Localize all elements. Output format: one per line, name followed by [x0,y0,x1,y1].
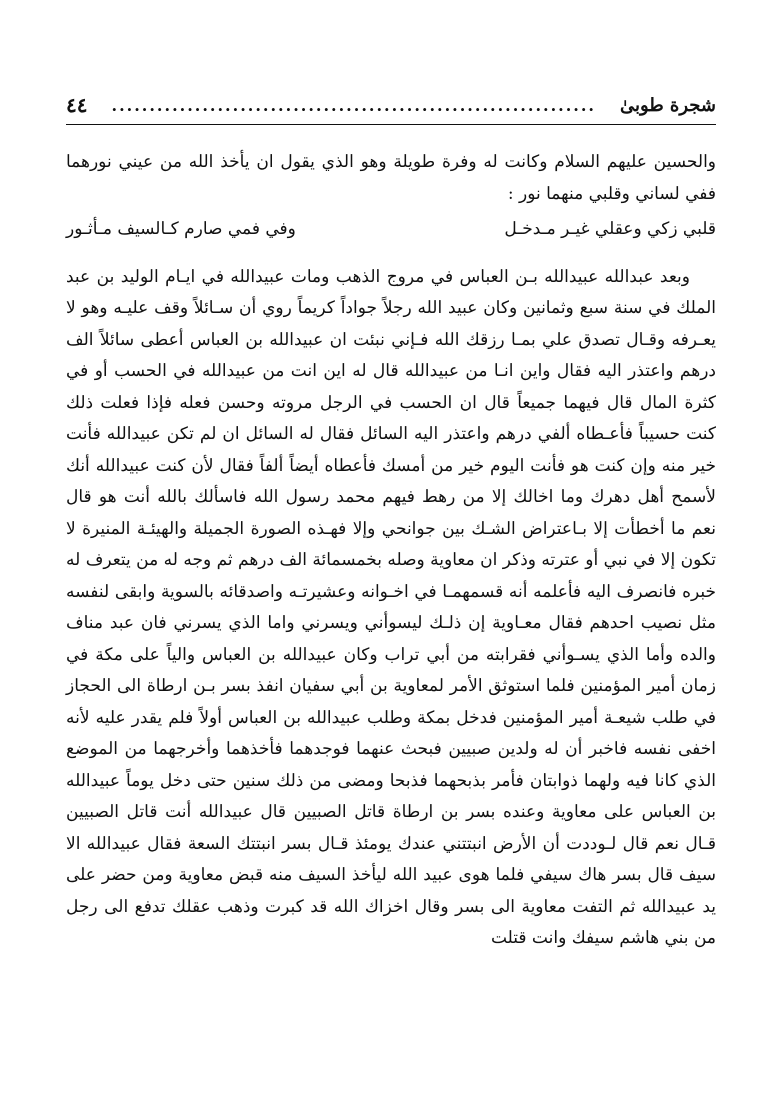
poetry-verse [66,214,716,246]
running-header [66,88,716,122]
header-rule [66,124,716,125]
opening-paragraph: والحسين عليهم السلام وكانت له وفرة طويلة وهو الذي يقول ان يأخذ الله من عيني نورهما ففي لساني وقلبي منهما نور : [66,152,716,204]
running-title: شجرة طوبىٰ [620,94,716,116]
page-number: ٤٤ [66,93,88,117]
main-paragraph: وبعد عبدالله عبيدالله بـن العباس في مروج الذهب ومات عبيدالله في ايـام الوليد بن عبد الملك في سنة سبع وثمانين وكان عبيد الله رجلاً جواداً كريماً روي أن سـائلاً وقف عليـه وهو لا يعـرفه وقـال تصدق علي بمـا رزقك الله فـإني نبئت ان عبيدالله بن العباس أعطى سائلاً الف درهم واعتذر اليه فقال واين انـا من عبيدالله قال له اين انت من عبيدالله في الحسب أو في كثرة المال قال فيهما جميعاً قال ان الحسب في الرجل مروته وحسن فعله فإذا فعلت ذلك كنت حسيباً فأعـطاه ألفي درهم واعتذر اليه السائل فقال له السائل ان لم تكن عبيدالله فأنت خير منه وإن كنت هو فأنت اليوم خير من أمسك فأعطاه أيضاً ألفاً فقال لأن كنت عبيدالله أنك لأسمح أهل دهرك وما اخالك إلا من رهط فيهم محمد رسول الله فاسألك بالله أنت هو قال نعم ما أخطأت إلا بـاعتراض الشـك بين جوانحي وإلا فهـذه الصورة الجميلة والهيئـة المنيرة لا تكون إلا في نبي أو عترته وذكر ان معاوية وصله بخمسمائة الف درهم ثم وجه له من يتعرف له خبره فانصرف اليه فأعلمه أنه قسمهمـا في اخـوانه وعشيرتـه واصدقائه بالسوية وابقى لنفسه مثل نصيب احدهم فقال معـاوية إن ذلـك ليسوأني ويسرني واما الذي يسرني فان عبد مناف والده وأما الذي يسـوأني فقرابته من أبي تراب وكان عبيدالله بن العباس والياً على مكة في زمان أمير المؤمنين فلما استوثق الأمر لمعاوية بن أبي سفيان انفذ بسر بـن ارطاة الى الحجاز في طلب شيعـة أمير المؤمنين فدخل بمكة وطلب عبيدالله بن العباس أولاً فلم يقدر عليه لأنه اخفى نفسه فاخبر أن له ولدين صبيين فبحث عنهما فوجدهما فأخذهما وأخرجهما من الموضع الذي كانا فيه ولهما ذوابتان فأمر بذبحهما فذبحا ومضى من ذلك سنين حتى دخل يوماً عبيدالله بن العباس على معاوية وعنده بسر بن ارطاة قاتل الصبيين قال عبيدالله أنت قاتل الصبيين قـال نعم قال لـوددت أن الأرض انبتتني عندك يومئذ قـال بسر انبتتك السعة فقال عبيدالله الا سيف قال بسر هاك سيفي فلما هوى عبيد الله ليأخذ السيف منه قبض معاوية ومن حضر على يد عبيدالله ثم التفت معاوية الى بسر وقال اخزاك الله قد كبرت وذهب عقلك تدفع الى رجل من بني هاشم سيفك وانت قتلت [66,266,716,948]
dot-leader: ................................................................ [111,95,596,115]
verse-first-hemistich: قلبي زكي وعقلي غيـر مـدخـل [504,219,716,239]
verse-second-hemistich: وفي فمي صارم كـالسيف مـأثـور [66,219,296,239]
book-page [66,88,716,1088]
